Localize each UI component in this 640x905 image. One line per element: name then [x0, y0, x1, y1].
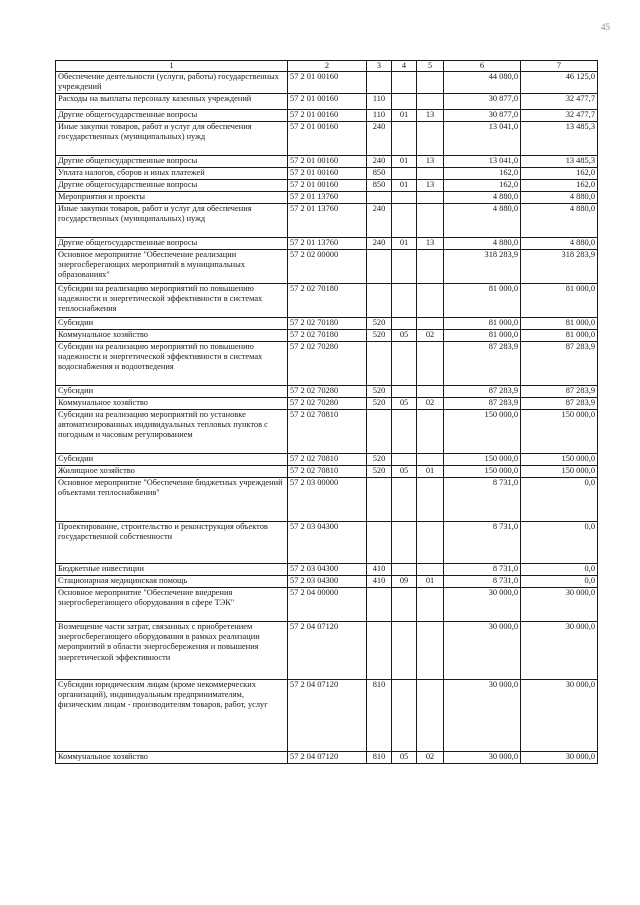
row-col5-cell: 01	[417, 466, 444, 478]
row-amount-year2-cell: 150 000,0	[521, 410, 598, 454]
row-col3-cell: 810	[367, 752, 392, 764]
row-name-cell: Субсидии юридическим лицам (кроме некоммерческих организаций), индивидуальным предпринимателям, физическим лицам - производителям товаров, работ, услуг	[56, 680, 288, 752]
row-code-cell: 57 2 01 00160	[288, 110, 367, 122]
row-name-cell: Коммунальное хозяйство	[56, 398, 288, 410]
row-name-cell: Основное мероприятие "Обеспечение реализации энергосберегающих мероприятий в муниципальных образованиях"	[56, 250, 288, 284]
row-amount-year1-cell: 318 283,9	[444, 250, 521, 284]
row-col5-cell	[417, 478, 444, 522]
row-code-cell: 57 2 01 13760	[288, 238, 367, 250]
row-name-cell: Иные закупки товаров, работ и услуг для обеспечения государственных (муниципальных) нужд	[56, 122, 288, 156]
row-amount-year1-cell: 13 041,0	[444, 122, 521, 156]
row-name-cell: Другие общегосударственные вопросы	[56, 110, 288, 122]
row-col3-cell: 240	[367, 238, 392, 250]
row-col5-cell	[417, 342, 444, 386]
row-col4-cell	[392, 454, 417, 466]
table-header-row	[56, 61, 598, 72]
row-name-cell: Жилищное хозяйство	[56, 466, 288, 478]
header-cell-5: 5	[417, 61, 444, 72]
row-amount-year2-cell: 30 000,0	[521, 588, 598, 622]
row-code-cell: 57 2 02 70180	[288, 330, 367, 342]
row-amount-year1-cell: 30 000,0	[444, 622, 521, 680]
row-col5-cell	[417, 454, 444, 466]
row-col4-cell	[392, 122, 417, 156]
row-amount-year1-cell: 30 000,0	[444, 588, 521, 622]
row-code-cell: 57 2 03 04300	[288, 522, 367, 564]
table-row	[56, 478, 598, 522]
row-col4-cell	[392, 250, 417, 284]
row-amount-year1-cell: 87 283,9	[444, 398, 521, 410]
row-col5-cell	[417, 622, 444, 680]
row-col5-cell: 02	[417, 330, 444, 342]
row-col4-cell: 05	[392, 752, 417, 764]
row-amount-year2-cell: 0,0	[521, 478, 598, 522]
row-col3-cell: 240	[367, 204, 392, 238]
row-code-cell: 57 2 02 70180	[288, 284, 367, 318]
row-name-cell: Возмещение части затрат, связанных с приобретением энергосберегающего оборудования в рамках реализации мероприятий в области энергосбережения и повышения энергетической эффективности	[56, 622, 288, 680]
table-row	[56, 180, 598, 192]
row-col5-cell	[417, 94, 444, 110]
row-code-cell: 57 2 03 00000	[288, 478, 367, 522]
row-amount-year2-cell: 81 000,0	[521, 330, 598, 342]
row-amount-year1-cell: 81 000,0	[444, 284, 521, 318]
row-name-cell: Субсидии на реализацию мероприятий по повышению надежности и энергетической эффективности в системах теплоснабжения	[56, 284, 288, 318]
row-name-cell: Другие общегосударственные вопросы	[56, 238, 288, 250]
row-col3-cell	[367, 284, 392, 318]
budget-table	[55, 60, 598, 764]
row-col5-cell: 13	[417, 110, 444, 122]
row-col5-cell	[417, 122, 444, 156]
row-col4-cell	[392, 564, 417, 576]
row-col4-cell	[392, 72, 417, 94]
row-amount-year2-cell: 162,0	[521, 180, 598, 192]
row-amount-year1-cell: 87 283,9	[444, 342, 521, 386]
row-code-cell: 57 2 01 00160	[288, 156, 367, 168]
row-col3-cell: 110	[367, 94, 392, 110]
row-col5-cell	[417, 284, 444, 318]
row-amount-year1-cell: 81 000,0	[444, 330, 521, 342]
row-col3-cell: 520	[367, 386, 392, 398]
row-amount-year2-cell: 318 283,9	[521, 250, 598, 284]
budget-table-container	[55, 60, 597, 764]
row-col4-cell	[392, 680, 417, 752]
row-amount-year1-cell: 150 000,0	[444, 410, 521, 454]
row-name-cell: Субсидии	[56, 454, 288, 466]
row-code-cell: 57 2 02 70280	[288, 386, 367, 398]
table-row	[56, 168, 598, 180]
row-name-cell: Коммунальное хозяйство	[56, 330, 288, 342]
table-row	[56, 204, 598, 238]
header-cell-7: 7	[521, 61, 598, 72]
table-row	[56, 156, 598, 168]
row-amount-year2-cell: 30 000,0	[521, 752, 598, 764]
row-col3-cell	[367, 72, 392, 94]
row-col4-cell: 05	[392, 398, 417, 410]
row-col5-cell	[417, 318, 444, 330]
row-col3-cell	[367, 522, 392, 564]
page-number: 45	[601, 22, 610, 32]
table-row	[56, 192, 598, 204]
row-amount-year1-cell: 81 000,0	[444, 318, 521, 330]
row-col4-cell	[392, 622, 417, 680]
row-name-cell: Расходы на выплаты персоналу казенных учреждений	[56, 94, 288, 110]
header-cell-4: 4	[392, 61, 417, 72]
row-name-cell: Другие общегосударственные вопросы	[56, 156, 288, 168]
row-col3-cell: 520	[367, 318, 392, 330]
row-col4-cell: 01	[392, 110, 417, 122]
row-amount-year2-cell: 162,0	[521, 168, 598, 180]
row-amount-year2-cell: 81 000,0	[521, 318, 598, 330]
row-code-cell: 57 2 01 00160	[288, 94, 367, 110]
row-name-cell: Уплата налогов, сборов и иных платежей	[56, 168, 288, 180]
row-col3-cell: 850	[367, 180, 392, 192]
row-amount-year2-cell: 150 000,0	[521, 466, 598, 478]
row-col4-cell	[392, 318, 417, 330]
table-row	[56, 622, 598, 680]
table-row	[56, 284, 598, 318]
row-amount-year1-cell: 13 041,0	[444, 156, 521, 168]
table-row	[56, 454, 598, 466]
header-cell-6: 6	[444, 61, 521, 72]
row-col4-cell	[392, 478, 417, 522]
table-row	[56, 398, 598, 410]
row-col4-cell	[392, 94, 417, 110]
row-amount-year1-cell: 162,0	[444, 168, 521, 180]
row-amount-year1-cell: 150 000,0	[444, 454, 521, 466]
row-amount-year2-cell: 150 000,0	[521, 454, 598, 466]
row-col5-cell: 13	[417, 180, 444, 192]
row-amount-year2-cell: 0,0	[521, 564, 598, 576]
row-name-cell: Субсидии на реализацию мероприятий по повышению надежности и энергетической эффективности в системах водоснабжения и водоотведения	[56, 342, 288, 386]
row-col4-cell	[392, 588, 417, 622]
table-row	[56, 588, 598, 622]
table-row	[56, 342, 598, 386]
row-name-cell: Мероприятия и проекты	[56, 192, 288, 204]
row-col3-cell: 410	[367, 576, 392, 588]
row-col4-cell: 01	[392, 238, 417, 250]
row-amount-year1-cell: 150 000,0	[444, 466, 521, 478]
row-col3-cell	[367, 588, 392, 622]
row-col4-cell: 05	[392, 466, 417, 478]
table-row	[56, 318, 598, 330]
row-col3-cell: 240	[367, 156, 392, 168]
table-row	[56, 386, 598, 398]
header-cell-2: 2	[288, 61, 367, 72]
row-col4-cell	[392, 522, 417, 564]
row-name-cell: Обеспечение деятельности (услуги, работы) государственных учреждений	[56, 72, 288, 94]
row-amount-year1-cell: 30 877,0	[444, 110, 521, 122]
row-col4-cell: 05	[392, 330, 417, 342]
row-code-cell: 57 2 03 04300	[288, 576, 367, 588]
table-row	[56, 522, 598, 564]
row-amount-year1-cell: 30 000,0	[444, 752, 521, 764]
row-col5-cell	[417, 204, 444, 238]
row-col3-cell: 520	[367, 454, 392, 466]
row-col5-cell: 02	[417, 398, 444, 410]
header-cell-3: 3	[367, 61, 392, 72]
row-col5-cell	[417, 386, 444, 398]
row-col5-cell	[417, 588, 444, 622]
row-code-cell: 57 2 02 70810	[288, 410, 367, 454]
table-row	[56, 94, 598, 110]
table-row	[56, 72, 598, 94]
row-amount-year2-cell: 4 880,0	[521, 192, 598, 204]
row-name-cell: Коммунальное хозяйство	[56, 752, 288, 764]
row-amount-year1-cell: 162,0	[444, 180, 521, 192]
row-col4-cell: 01	[392, 156, 417, 168]
row-amount-year2-cell: 13 485,3	[521, 122, 598, 156]
row-amount-year1-cell: 30 000,0	[444, 680, 521, 752]
row-col3-cell: 240	[367, 122, 392, 156]
row-amount-year2-cell: 32 477,7	[521, 94, 598, 110]
row-amount-year2-cell: 46 125,0	[521, 72, 598, 94]
row-code-cell: 57 2 04 07120	[288, 752, 367, 764]
row-amount-year1-cell: 8 731,0	[444, 478, 521, 522]
row-amount-year2-cell: 4 880,0	[521, 238, 598, 250]
row-amount-year2-cell: 4 880,0	[521, 204, 598, 238]
row-amount-year1-cell: 4 880,0	[444, 192, 521, 204]
row-col4-cell: 09	[392, 576, 417, 588]
row-amount-year2-cell: 87 283,9	[521, 342, 598, 386]
row-code-cell: 57 2 02 70810	[288, 466, 367, 478]
row-amount-year1-cell: 8 731,0	[444, 564, 521, 576]
row-name-cell: Другие общегосударственные вопросы	[56, 180, 288, 192]
row-name-cell: Бюджетные инвестиции	[56, 564, 288, 576]
row-col5-cell: 02	[417, 752, 444, 764]
row-amount-year2-cell: 87 283,9	[521, 398, 598, 410]
row-code-cell: 57 2 04 00000	[288, 588, 367, 622]
row-amount-year2-cell: 81 000,0	[521, 284, 598, 318]
row-amount-year2-cell: 0,0	[521, 576, 598, 588]
row-col5-cell	[417, 168, 444, 180]
row-name-cell: Субсидии	[56, 318, 288, 330]
row-col4-cell	[392, 284, 417, 318]
row-col5-cell: 13	[417, 156, 444, 168]
row-col3-cell	[367, 342, 392, 386]
row-amount-year1-cell: 8 731,0	[444, 522, 521, 564]
row-col3-cell: 850	[367, 168, 392, 180]
row-code-cell: 57 2 01 00160	[288, 72, 367, 94]
row-name-cell: Субсидии на реализацию мероприятий по установке автоматизированных индивидуальных тепловых пунктов с погодным и часовым регулированием	[56, 410, 288, 454]
table-row	[56, 330, 598, 342]
row-col5-cell: 13	[417, 238, 444, 250]
row-col5-cell	[417, 410, 444, 454]
row-code-cell: 57 2 02 70280	[288, 342, 367, 386]
row-amount-year2-cell: 30 000,0	[521, 680, 598, 752]
row-code-cell: 57 2 04 07120	[288, 622, 367, 680]
table-row	[56, 110, 598, 122]
row-col3-cell	[367, 250, 392, 284]
row-code-cell: 57 2 02 00000	[288, 250, 367, 284]
row-col3-cell: 410	[367, 564, 392, 576]
row-code-cell: 57 2 01 00160	[288, 180, 367, 192]
row-col4-cell	[392, 192, 417, 204]
header-cell-1: 1	[56, 61, 288, 72]
table-row	[56, 250, 598, 284]
row-col4-cell	[392, 342, 417, 386]
row-code-cell: 57 2 04 07120	[288, 680, 367, 752]
row-col3-cell: 810	[367, 680, 392, 752]
row-col3-cell: 520	[367, 330, 392, 342]
table-row	[56, 466, 598, 478]
table-row	[56, 410, 598, 454]
row-code-cell: 57 2 02 70280	[288, 398, 367, 410]
row-col4-cell: 01	[392, 180, 417, 192]
row-col5-cell	[417, 680, 444, 752]
row-amount-year1-cell: 8 731,0	[444, 576, 521, 588]
table-row	[56, 564, 598, 576]
row-col4-cell	[392, 410, 417, 454]
row-code-cell: 57 2 02 70180	[288, 318, 367, 330]
row-amount-year2-cell: 32 477,7	[521, 110, 598, 122]
row-amount-year1-cell: 30 877,0	[444, 94, 521, 110]
row-col3-cell: 520	[367, 398, 392, 410]
table-row	[56, 238, 598, 250]
row-amount-year1-cell: 4 880,0	[444, 238, 521, 250]
row-name-cell: Основное мероприятие "Обеспечение бюджетных учреждений объектами теплоснабжения"	[56, 478, 288, 522]
row-col3-cell	[367, 622, 392, 680]
row-col5-cell	[417, 72, 444, 94]
row-col5-cell: 01	[417, 576, 444, 588]
row-col3-cell: 110	[367, 110, 392, 122]
row-col3-cell: 520	[367, 466, 392, 478]
row-amount-year2-cell: 87 283,9	[521, 386, 598, 398]
row-col3-cell	[367, 410, 392, 454]
row-name-cell: Стационарная медицинская помощь	[56, 576, 288, 588]
row-col5-cell	[417, 522, 444, 564]
row-col5-cell	[417, 250, 444, 284]
row-name-cell: Субсидии	[56, 386, 288, 398]
table-row	[56, 752, 598, 764]
row-col4-cell	[392, 204, 417, 238]
row-code-cell: 57 2 01 00160	[288, 168, 367, 180]
row-amount-year2-cell: 0,0	[521, 522, 598, 564]
row-col5-cell	[417, 564, 444, 576]
row-amount-year1-cell: 4 880,0	[444, 204, 521, 238]
row-code-cell: 57 2 01 13760	[288, 192, 367, 204]
table-row	[56, 122, 598, 156]
row-amount-year2-cell: 30 000,0	[521, 622, 598, 680]
row-amount-year1-cell: 44 080,0	[444, 72, 521, 94]
row-col4-cell	[392, 168, 417, 180]
row-col4-cell	[392, 386, 417, 398]
row-amount-year2-cell: 13 485,3	[521, 156, 598, 168]
row-name-cell: Проектирование, строительство и реконструкция объектов государственной собственности	[56, 522, 288, 564]
row-code-cell: 57 2 02 70810	[288, 454, 367, 466]
row-code-cell: 57 2 01 00160	[288, 122, 367, 156]
row-col5-cell	[417, 192, 444, 204]
row-code-cell: 57 2 01 13760	[288, 204, 367, 238]
table-row	[56, 680, 598, 752]
row-name-cell: Основное мероприятие "Обеспечение внедрения энергосберегающего оборудования в сфере ТЭК"	[56, 588, 288, 622]
row-col3-cell	[367, 192, 392, 204]
table-row	[56, 576, 598, 588]
row-amount-year1-cell: 87 283,9	[444, 386, 521, 398]
row-col3-cell	[367, 478, 392, 522]
row-code-cell: 57 2 03 04300	[288, 564, 367, 576]
row-name-cell: Иные закупки товаров, работ и услуг для обеспечения государственных (муниципальных) нужд	[56, 204, 288, 238]
